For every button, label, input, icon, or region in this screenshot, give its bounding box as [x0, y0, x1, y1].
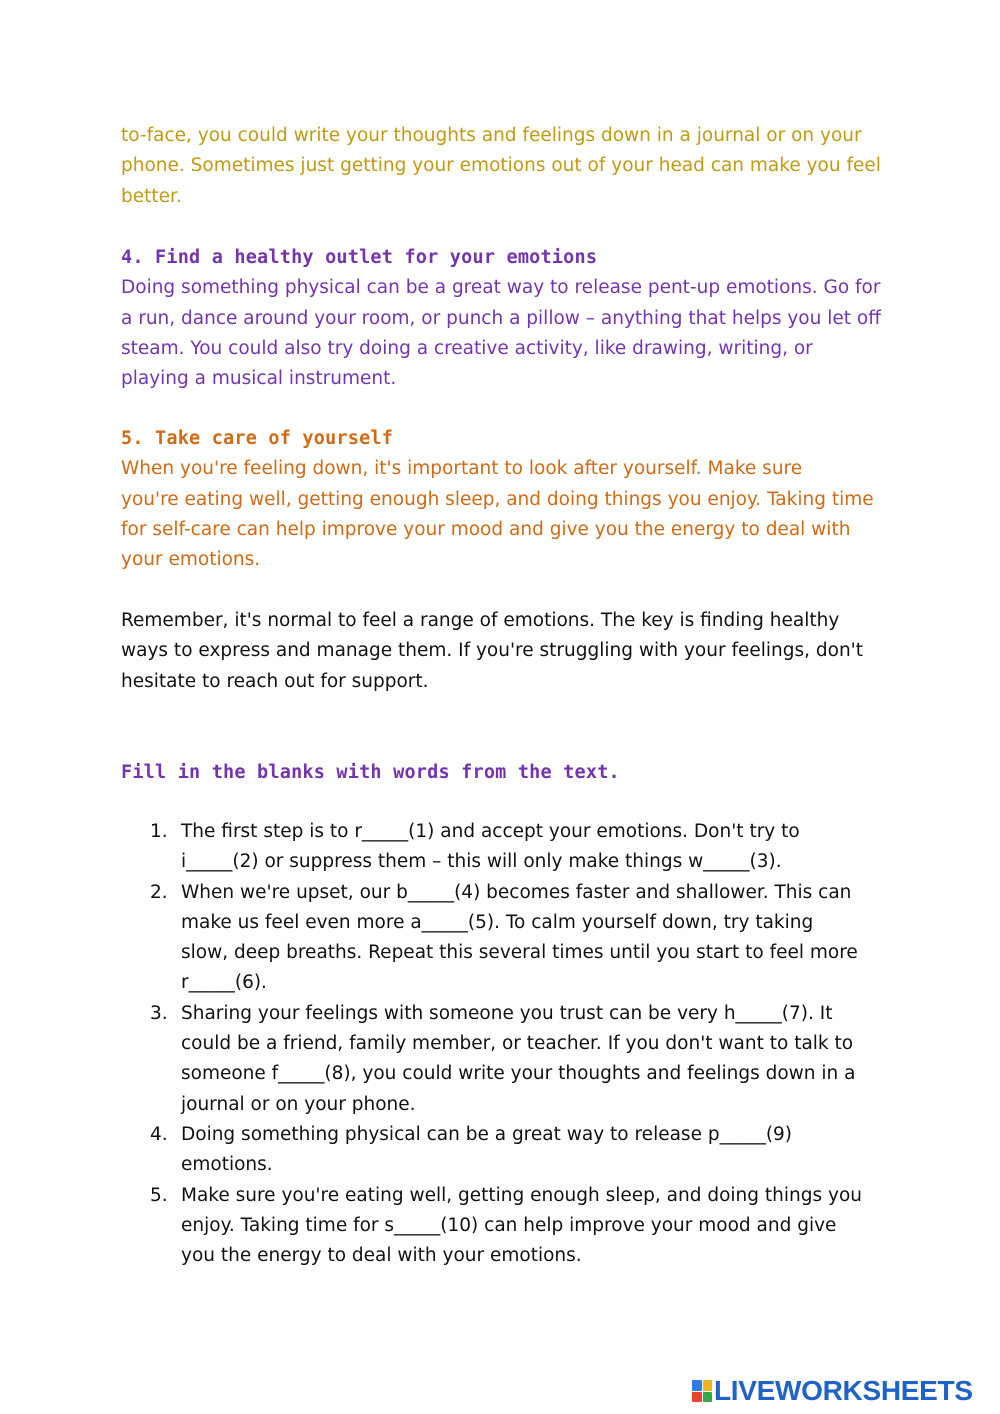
- exercise-item-number: 5.: [150, 1184, 168, 1206]
- section-4-line: steam. You could also try doing a creative activity, like drawing, writing, or: [121, 337, 813, 359]
- exercise-item-number: 3.: [150, 1002, 168, 1024]
- exercise-item-line: Doing something physical can be a great way to release p_____(9): [181, 1123, 793, 1145]
- intro-line: phone. Sometimes just getting your emotions out of your head can make you feel: [121, 155, 881, 177]
- exercise-item-line: enjoy. Taking time for s_____(10) can help improve your mood and give: [181, 1214, 837, 1236]
- conclusion-paragraph: [121, 606, 891, 697]
- exercise-item-line: emotions.: [181, 1154, 273, 1176]
- exercise-item-line: slow, deep breaths. Repeat this several times until you start to feel more: [181, 942, 858, 964]
- exercise-item-line: you the energy to deal with your emotions.: [181, 1245, 582, 1267]
- exercise-item-number: 1.: [150, 821, 168, 842]
- section-5-line: for self-care can help improve your mood and give you the energy to deal with: [121, 518, 851, 540]
- brand-wordmark: LIVEWORKSHEETS: [714, 1375, 973, 1406]
- exercise-item-4: [150, 1120, 910, 1181]
- intro-paragraph: [121, 121, 891, 212]
- exercise-item-line: make us feel even more a_____(5). To calm yourself down, try taking: [181, 911, 814, 933]
- exercise-item-1: [150, 817, 910, 878]
- conclusion-line: Remember, it's normal to feel a range of emotions. The key is finding healthy: [121, 610, 840, 631]
- exercise-item-line: someone f_____(8), you could write your thoughts and feelings down in a: [181, 1063, 856, 1085]
- section-5-heading: 5. Take care of yourself: [121, 428, 394, 449]
- fill-in-blanks-list: [150, 817, 910, 1271]
- exercise-item-line: Make sure you're eating well, getting enough sleep, and doing things you: [181, 1184, 862, 1206]
- exercise-item-line: When we're upset, our b_____(4) becomes faster and shallower. This can: [181, 881, 852, 903]
- section-5-line: your emotions.: [121, 549, 261, 571]
- exercise-item-line: i_____(2) or suppress them – this will only make things w_____(3).: [181, 851, 782, 873]
- exercise-item-line: journal or on your phone.: [181, 1093, 416, 1115]
- intro-line: better.: [121, 185, 182, 207]
- liveworksheets-brand[interactable]: [692, 1372, 973, 1410]
- section-5-line: you're eating well, getting enough sleep, and doing things you enjoy. Taking time: [121, 488, 874, 510]
- exercise-item-3: [150, 999, 910, 1120]
- section-5-line: When you're feeling down, it's important to look after yourself. Make sure: [121, 458, 803, 480]
- exercise-item-line: The first step is to r_____(1) and accept your emotions. Don't try to: [181, 821, 800, 842]
- exercise-instruction: Fill in the blanks with words from the text.: [121, 762, 620, 783]
- exercise-item-line: r_____(6).: [181, 972, 267, 994]
- exercise-item-5: [150, 1181, 910, 1272]
- exercise-instruction-block: [121, 758, 891, 788]
- exercise-item-number: 4.: [150, 1123, 168, 1145]
- exercise-item-line: Sharing your feelings with someone you trust can be very h_____(7). It: [181, 1002, 833, 1024]
- conclusion-line: ways to express and manage them. If you're struggling with your feelings, don't: [121, 640, 864, 662]
- section-4-line: a run, dance around your room, or punch a pillow – anything that helps you let off: [121, 307, 881, 329]
- section-4-line: Doing something physical can be a great way to release pent-up emotions. Go for: [121, 277, 881, 299]
- exercise-item-number: 2.: [150, 881, 168, 903]
- intro-line: to-face, you could write your thoughts and feelings down in a journal or on your: [121, 125, 862, 146]
- exercise-item-2: [150, 878, 910, 999]
- section-4-heading: 4. Find a healthy outlet for your emotions: [121, 247, 598, 268]
- section-5: [121, 424, 891, 575]
- section-4-line: playing a musical instrument.: [121, 368, 397, 390]
- liveworksheets-logo-icon: [692, 1380, 712, 1402]
- exercise-item-line: could be a friend, family member, or teacher. If you don't want to talk to: [181, 1033, 854, 1055]
- conclusion-line: hesitate to reach out for support.: [121, 670, 429, 692]
- section-4: [121, 243, 891, 394]
